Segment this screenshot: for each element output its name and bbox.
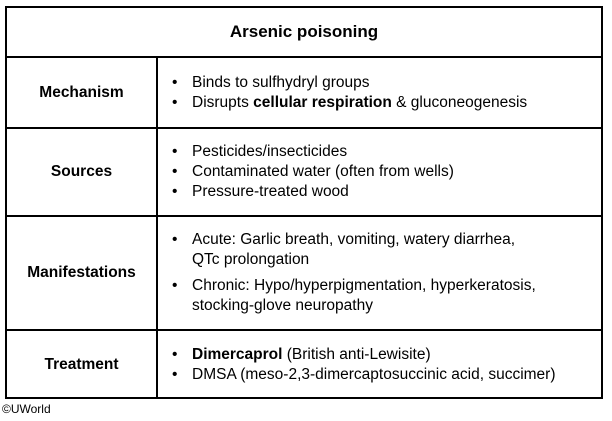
row-label-sources: Sources (7, 129, 158, 215)
bullet-text-line2: stocking-glove neuropathy (192, 297, 373, 314)
table-row-mechanism (7, 58, 601, 129)
list-item (172, 365, 601, 385)
bullet-text-bold: cellular respiration (253, 93, 392, 111)
bullet-text: Pressure-treated wood (192, 183, 349, 200)
list-item (172, 182, 601, 202)
bullet-glyph: • (172, 346, 178, 363)
bullet-text (192, 230, 515, 270)
bullet-text-line1: Chronic: Hypo/hyperpigmentation, hyperkeratosis, (192, 277, 536, 294)
bullet-text-pre: Disrupts (192, 93, 254, 111)
bullet-text-post: (British anti-Lewisite) (282, 346, 431, 363)
table-row-manifestations (7, 217, 601, 331)
bullet-text-line1: Acute: Garlic breath, vomiting, watery diarrhea, (192, 231, 516, 248)
list-item (172, 73, 601, 93)
row-content-manifestations (158, 217, 601, 329)
bullet-glyph: • (172, 183, 178, 200)
bullet-text (192, 345, 431, 365)
row-label-treatment: Treatment (7, 331, 158, 399)
row-label-mechanism: Mechanism (7, 58, 158, 127)
list-item (172, 142, 601, 162)
bullet-glyph: • (172, 231, 178, 248)
bullet-text: Pesticides/insecticides (192, 143, 348, 160)
table-row-sources (7, 129, 601, 217)
bullet-glyph: • (172, 73, 178, 91)
bullet-glyph: • (172, 277, 178, 294)
bullet-glyph: • (172, 366, 178, 383)
bullet-text: Binds to sulfhydryl groups (192, 73, 370, 91)
table-title: Arsenic poisoning (7, 8, 601, 58)
copyright-notice: ©UWorld (2, 402, 51, 416)
list-item (172, 162, 601, 182)
bullet-glyph: • (172, 163, 178, 180)
list-item (172, 93, 601, 113)
list-item (172, 345, 601, 365)
bullet-text (192, 93, 527, 113)
row-content-mechanism (158, 58, 601, 127)
bullet-text-post: & gluconeogenesis (391, 93, 528, 111)
arsenic-table (5, 6, 603, 399)
list-item (172, 276, 601, 316)
bullet-text-line2: QTc prolongation (192, 251, 310, 268)
table-row-treatment (7, 331, 601, 399)
bullet-glyph: • (172, 93, 178, 111)
bullet-text: DMSA (meso-2,3-dimercaptosuccinic acid, succimer) (192, 366, 556, 383)
row-content-sources (158, 129, 601, 215)
bullet-glyph: • (172, 143, 178, 160)
row-content-treatment (158, 331, 601, 399)
bullet-text-bold: Dimercaprol (192, 346, 283, 363)
list-item (172, 230, 601, 270)
bullet-text (192, 276, 536, 316)
row-label-manifestations: Manifestations (7, 217, 158, 329)
bullet-text: Contaminated water (often from wells) (192, 163, 454, 180)
